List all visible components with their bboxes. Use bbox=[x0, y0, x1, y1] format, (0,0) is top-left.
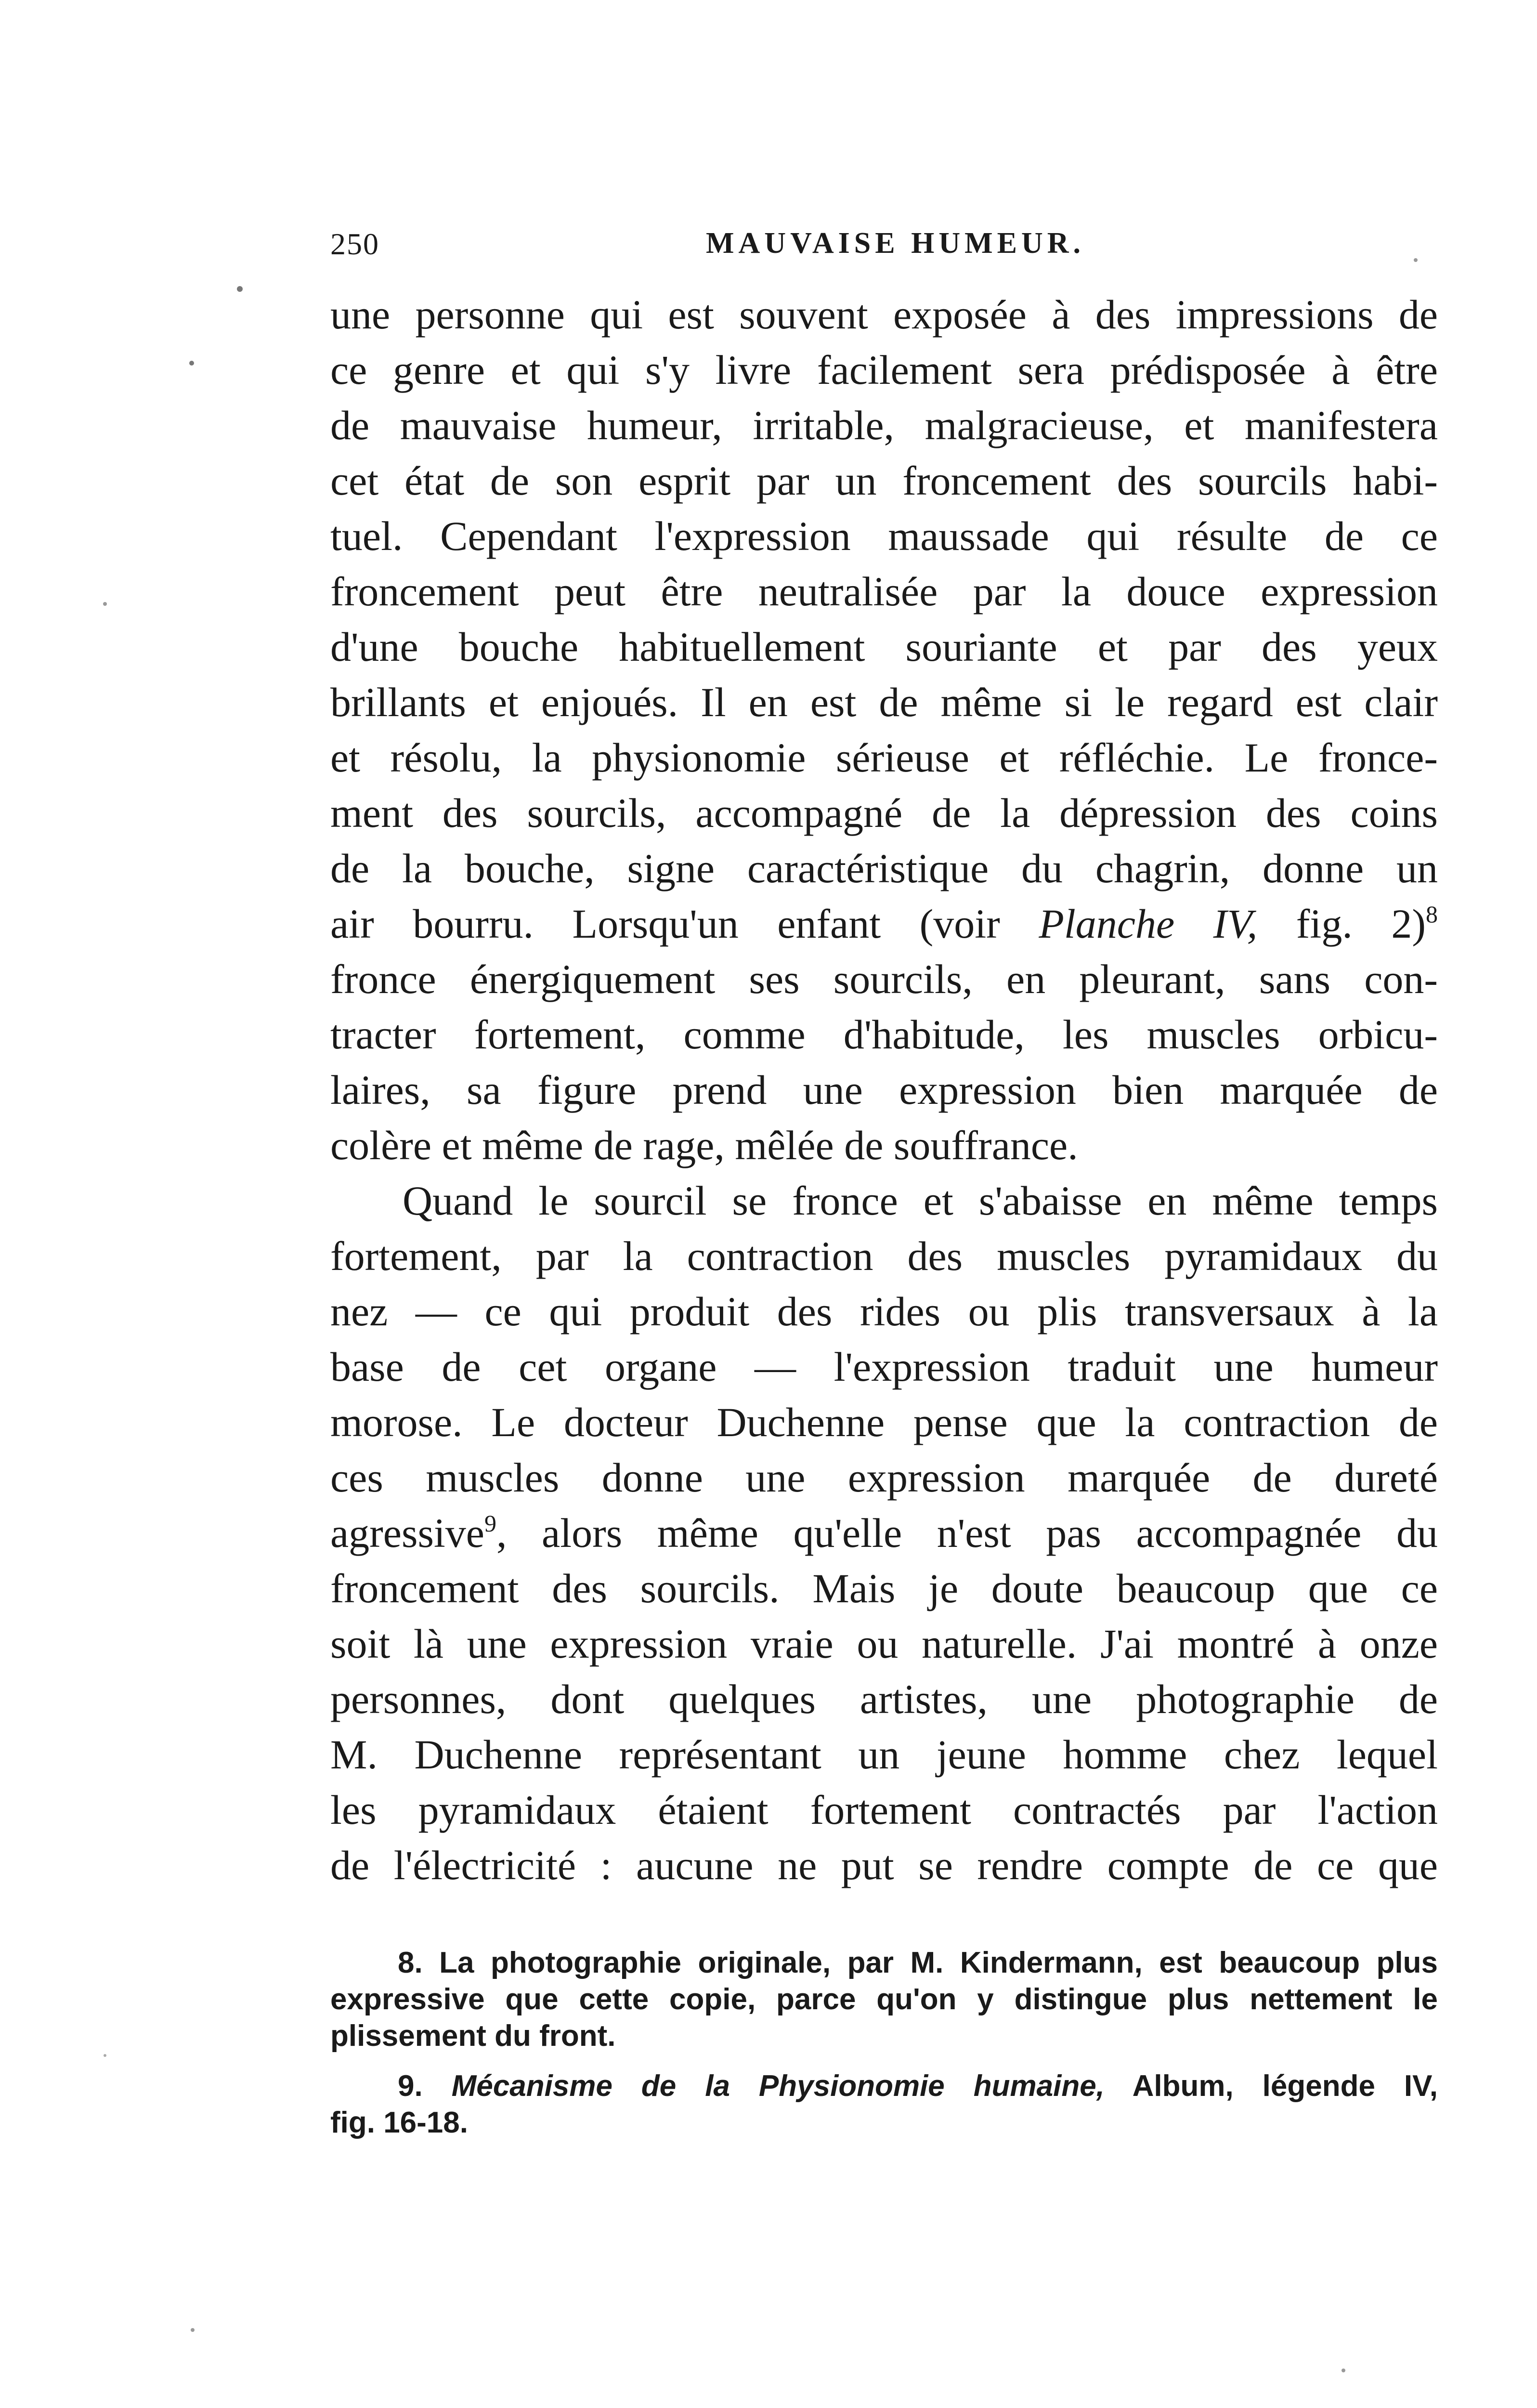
text-line: tracter fortement, comme d'habitude, les muscles orbicu- bbox=[330, 1011, 1438, 1058]
plate-reference: Planche IV, bbox=[1039, 901, 1258, 947]
text-line: ce genre et qui s'y livre facilement sera prédisposée à être bbox=[330, 347, 1438, 393]
text-line: froncement peut être neutralisée par la douce expression bbox=[330, 568, 1438, 615]
footnote-line: 8. La photographie originale, par M. Kindermann, est beaucoup plus bbox=[398, 1946, 1438, 1979]
text-line: fortement, par la contraction des muscles pyramidaux du bbox=[330, 1233, 1438, 1279]
text-line: tuel. Cependant l'expression maussade qui résulte de ce bbox=[330, 513, 1438, 559]
text-line: Quand le sourcil se fronce et s'abaisse en même temps bbox=[403, 1178, 1438, 1224]
speck bbox=[189, 361, 194, 366]
paragraph-1 bbox=[330, 287, 1438, 1173]
ref-after: , alors même qu'elle n'est pas accompagnée du bbox=[496, 1510, 1438, 1556]
speck bbox=[191, 2328, 195, 2332]
text-line: soit là une expression vraie ou naturelle. J'ai montré à onze bbox=[330, 1621, 1438, 1667]
body-text bbox=[330, 287, 1438, 1893]
footnote-book-title: Mécanisme de la Physionomie humaine, bbox=[451, 2069, 1105, 2103]
text-line: une personne qui est souvent exposée à des impressions de bbox=[330, 291, 1438, 338]
footnote-number: 9. bbox=[398, 2069, 423, 2103]
text-line: de la bouche, signe caractéristique du chagrin, donne un bbox=[330, 845, 1438, 891]
text-line: brillants et enjoués. Il en est de même si le regard est clair bbox=[330, 679, 1438, 725]
speck bbox=[103, 602, 107, 606]
text-line: personnes, dont quelques artistes, une photographie de bbox=[330, 1676, 1438, 1722]
text-line: base de cet organe — l'expression traduit une humeur bbox=[330, 1344, 1438, 1390]
text-line: de l'électricité : aucune ne put se rendre compte de ce que bbox=[330, 1842, 1438, 1888]
text-line: nez — ce qui produit des rides ou plis transversaux à la bbox=[330, 1288, 1438, 1335]
text-line-with-footnote-marker bbox=[330, 1505, 1438, 1561]
text-line: de mauvaise humeur, irritable, malgracieuse, et manifestera bbox=[330, 402, 1438, 448]
speck bbox=[1342, 2369, 1345, 2372]
text-line: fronce énergiquement ses sourcils, en pleurant, sans con- bbox=[330, 956, 1438, 1002]
running-title: MAUVAISE HUMEUR. bbox=[706, 227, 1085, 260]
text-line: les pyramidaux étaient fortement contractés par l'action bbox=[330, 1787, 1438, 1833]
footnote-line bbox=[330, 2068, 1438, 2105]
footnote-line: fig. 16-18. bbox=[330, 2106, 468, 2139]
footnote-marker-9: 9 bbox=[484, 1510, 496, 1537]
text-line: laires, sa figure prend une expression bien marquée de bbox=[330, 1067, 1438, 1113]
footnote-line: expressive que cette copie, parce qu'on y distingue plus nettement le bbox=[330, 1983, 1438, 2016]
footnote-8 bbox=[330, 1945, 1438, 2055]
text-line: ces muscles donne une expression marquée de dureté bbox=[330, 1454, 1438, 1501]
text-line: et résolu, la physionomie sérieuse et réfléchie. Le fronce- bbox=[330, 734, 1438, 781]
speck bbox=[237, 286, 243, 292]
footnote-marker-8: 8 bbox=[1426, 901, 1438, 928]
text-line-with-plate-reference bbox=[330, 896, 1438, 952]
footnote-rest: Album, légende IV, bbox=[1132, 2069, 1438, 2103]
ref-before: air bourru. Lorsqu'un enfant (voir bbox=[330, 901, 1000, 947]
paragraph-2 bbox=[330, 1173, 1438, 1893]
ref-after: fig. 2) bbox=[1296, 901, 1426, 947]
text-line: M. Duchenne représentant un jeune homme chez lequel bbox=[330, 1731, 1438, 1778]
text-line: colère et même de rage, mêlée de souffrance. bbox=[330, 1122, 1078, 1168]
ref-before: agressive bbox=[330, 1510, 484, 1556]
page-header bbox=[330, 226, 1438, 265]
speck bbox=[104, 2054, 106, 2057]
footnotes bbox=[330, 1945, 1438, 2141]
text-line: morose. Le docteur Duchenne pense que la contraction de bbox=[330, 1399, 1438, 1445]
footnote-9 bbox=[330, 2068, 1438, 2141]
text-line: ment des sourcils, accompagné de la dépression des coins bbox=[330, 790, 1438, 836]
text-line: froncement des sourcils. Mais je doute beaucoup que ce bbox=[330, 1565, 1438, 1611]
footnote-line: plissement du front. bbox=[330, 2019, 616, 2053]
text-line: cet état de son esprit par un froncement des sourcils habi- bbox=[330, 458, 1438, 504]
page-number: 250 bbox=[330, 227, 379, 261]
text-line: d'une bouche habituellement souriante et par des yeux bbox=[330, 624, 1438, 670]
